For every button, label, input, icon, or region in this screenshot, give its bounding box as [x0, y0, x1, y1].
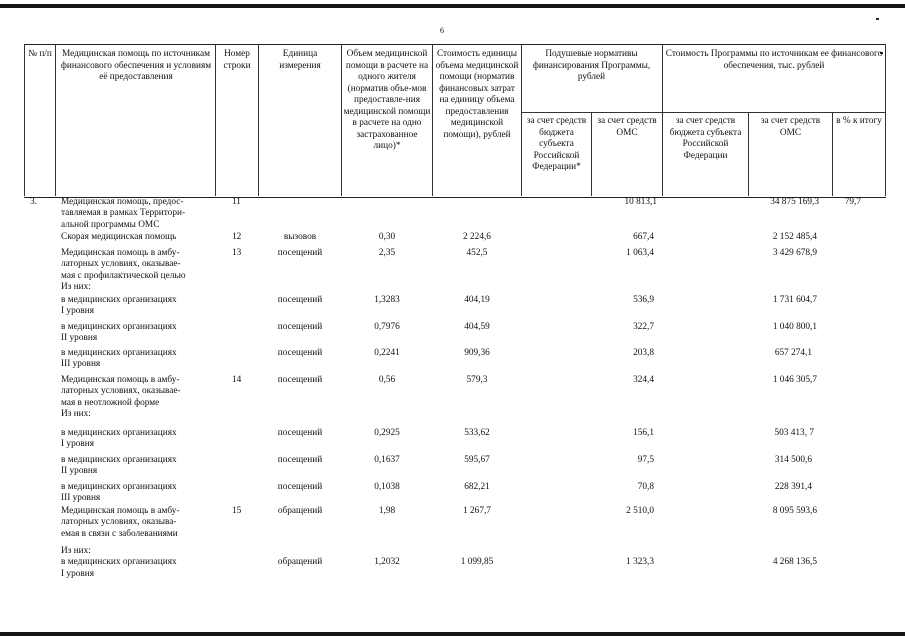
row-volume: 0,1038: [374, 482, 400, 492]
header-border: [521, 112, 885, 113]
row-oms: 70,8: [637, 482, 654, 492]
header-volume: Объем медицинской помощи в расчете на одного жителя (норматив объе-мов предоставле-ния медицинской помощи в расчете на одно застрахованное лицо)*: [343, 49, 431, 151]
header-border: [591, 112, 592, 196]
row-volume: 0,30: [378, 232, 396, 242]
row-total-oms: 228 391,4: [774, 482, 812, 492]
header-border: [24, 44, 25, 196]
row-unit: обращений: [277, 557, 323, 567]
row-volume: 0,2925: [374, 428, 400, 438]
row-total-oms: 1 040 800,1: [772, 322, 817, 332]
header-border: [662, 44, 663, 196]
row-cost: 595,67: [464, 455, 490, 465]
row-total-oms: 34 875 169,3: [770, 197, 819, 207]
row-oms: 2 510,0: [626, 506, 654, 516]
row-description: в медицинских организациях II уровня: [61, 322, 177, 344]
header-border: [432, 44, 433, 196]
row-volume: 1,3283: [374, 295, 400, 305]
header-border: [258, 44, 259, 196]
row-oms: 97,5: [637, 455, 654, 465]
row-volume: 0,56: [378, 375, 396, 385]
page-number: 6: [440, 26, 444, 35]
row-description: Медицинская помощь, предос- тавляемая в рамках Территори- альной программы ОМС: [61, 197, 186, 230]
row-cost: 1 267,7: [463, 506, 491, 516]
row-description: Из них: в медицинских организациях I уровня: [61, 546, 177, 579]
row-cost: 2 224,6: [463, 232, 491, 242]
header-unit: Единица измерения: [279, 49, 321, 71]
row-unit: посещений: [277, 322, 323, 332]
header-cost: Стоимость единицы объема медицинской помощи (норматив финансовых затрат на единицу объема предоставления медицинской помощи), рублей: [435, 49, 519, 140]
header-percap-oms: за счет средств ОМС: [597, 116, 657, 138]
header-total-oms: за счет средств ОМС: [760, 116, 821, 138]
row-unit: вызовов: [283, 232, 317, 242]
row-number: 15: [232, 506, 242, 516]
header-total-budget: за счет средств бюджета субъекта Российской Федерации: [669, 116, 742, 161]
header-border: [748, 112, 749, 196]
row-number: 14: [232, 375, 242, 385]
header-percap: Подушевые нормативы финансирования Программы, рублей: [532, 49, 651, 82]
row-volume: 0,2241: [374, 348, 400, 358]
row-total-oms: 1 046 305,7: [772, 375, 817, 385]
row-oms: 536,9: [633, 295, 654, 305]
scan-top-edge: [0, 4, 905, 8]
header-name: Медицинская помощь по источникам финансового обеспечения и условиям её предоставления: [60, 49, 212, 82]
header-border: [341, 44, 342, 196]
row-oms: 324,4: [633, 375, 654, 385]
row-oms: 1 323,3: [626, 557, 654, 567]
row-number: 13: [232, 248, 242, 258]
row-unit: обращений: [277, 506, 323, 516]
header-border: [832, 112, 833, 196]
row-total-oms: 1 731 604,7: [772, 295, 817, 305]
header-border: [55, 44, 56, 196]
header-border: [885, 44, 886, 196]
row-number: 11: [232, 197, 241, 207]
header-total: Стоимость Программы по источникам ее финансового обеспечения, тыс. рублей: [665, 49, 883, 71]
row-description: в медицинских организациях I уровня: [61, 295, 177, 317]
row-description: Медицинская помощь в амбу- латорных условиях, оказывае- мая в неотложной форме Из них:: [61, 375, 181, 419]
row-total-oms: 657 274,1: [774, 348, 812, 358]
row-volume: 0,1637: [374, 455, 400, 465]
row-unit: посещений: [277, 482, 323, 492]
row-unit: посещений: [277, 455, 323, 465]
row-oms: 10 813,1: [624, 197, 657, 207]
row-unit: посещений: [277, 375, 323, 385]
row-number: 12: [232, 232, 242, 242]
row-description: в медицинских организациях I уровня: [61, 428, 177, 450]
row-cost: 579,3: [466, 375, 488, 385]
row-volume: 2,35: [378, 248, 396, 258]
row-total-oms: 8 095 593,6: [772, 506, 817, 516]
header-row: Номер строки: [223, 49, 251, 71]
row-cost: 452,5: [466, 248, 488, 258]
row-total-oms: 3 429 678,9: [772, 248, 817, 258]
row-volume: 0,7976: [374, 322, 400, 332]
row-cost: 1 099,85: [460, 557, 494, 567]
row-pct: 79,7: [844, 197, 861, 207]
header-total-pct: в % к итогу: [836, 116, 882, 126]
row-description: Скорая медицинская помощь: [61, 232, 177, 242]
row-description: Медицинская помощь в амбу- латорных условиях, оказыва- емая в связи с заболеваниями: [61, 506, 180, 539]
row-cost: 909,36: [464, 348, 490, 358]
scan-bottom-edge: [0, 632, 905, 636]
row-oms: 1 063,4: [626, 248, 654, 258]
row-cost: 533,62: [464, 428, 490, 438]
header-num: № п/п: [28, 49, 52, 59]
row-oms: 156,1: [633, 428, 654, 438]
row-volume: 1,98: [378, 506, 396, 516]
row-cost: 404,19: [464, 295, 490, 305]
header-border: [521, 44, 522, 196]
row-description: Медицинская помощь в амбу- латорных условиях, оказывае- мая с профилактической целью Из них:: [61, 248, 186, 292]
row-description: в медицинских организациях III уровня: [61, 348, 177, 370]
row-unit: посещений: [277, 348, 323, 358]
row-total-oms: 4 268 136,5: [772, 557, 817, 567]
row-cost: 682,21: [464, 482, 490, 492]
row-unit: посещений: [277, 428, 323, 438]
row-total-oms: 314 500,6: [774, 455, 812, 465]
row-volume: 1,2032: [374, 557, 400, 567]
row-total-oms: 2 152 485,4: [772, 232, 817, 242]
row-oms: 322,7: [633, 322, 654, 332]
header-percap-budget: за счет средств бюджета субъекта Российской Федерации*: [526, 116, 587, 172]
row-oms: 203,8: [633, 348, 654, 358]
row-description: в медицинских организациях II уровня: [61, 455, 177, 477]
row-unit: посещений: [277, 295, 323, 305]
row-oms: 667,4: [633, 232, 654, 242]
row-num: 3.: [30, 197, 37, 207]
row-cost: 404,59: [464, 322, 490, 332]
row-description: в медицинских организациях III уровня: [61, 482, 177, 504]
row-total-oms: 503 413, 7: [774, 428, 814, 438]
scan-speck: [876, 18, 879, 20]
row-unit: посещений: [277, 248, 323, 258]
